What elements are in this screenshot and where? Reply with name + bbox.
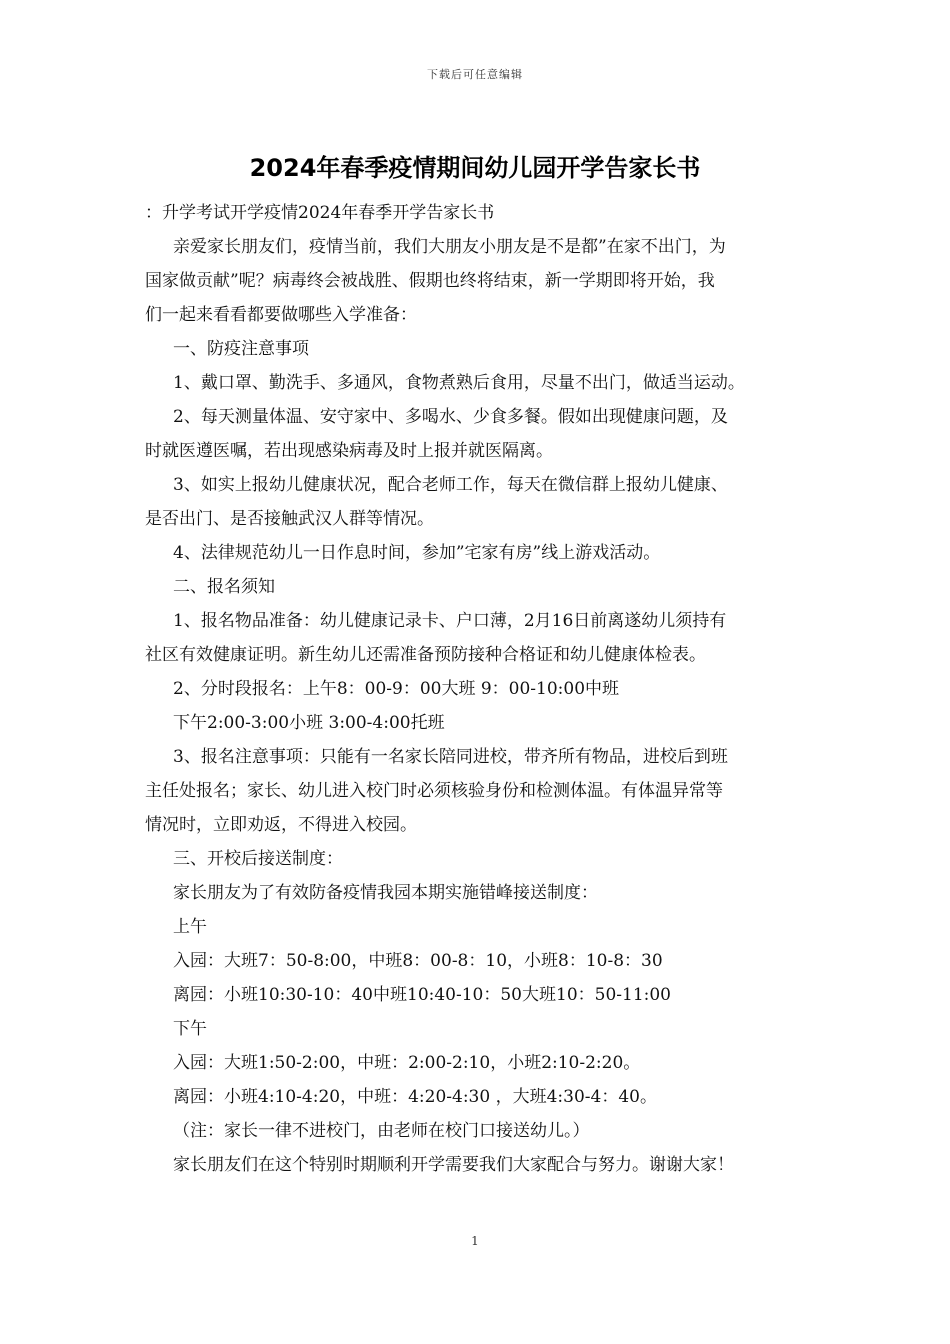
text-line: ：升学考试开学疫情2024年春季开学告家长书 [145, 203, 495, 223]
text-line: 国家做贡献”呢？病毒终会被战胜、假期也终将结束，新一学期即将开始，我 [145, 271, 715, 291]
text-line: 家长朋友为了有效防备疫情我园本期实施错峰接送制度： [173, 883, 598, 903]
text-line: 离园：小班4:10-4:20，中班：4:20-4:30 ，大班4:30-4：40。 [173, 1087, 657, 1107]
text-line: 3、如实上报幼儿健康状况，配合老师工作，每天在微信群上报幼儿健康、 [173, 475, 728, 495]
document-body [145, 196, 810, 1182]
text-line: 2、每天测量体温、安守家中、多喝水、少食多餐。假如出现健康问题，及 [173, 407, 728, 427]
text-line: 时就医遵医嘱，若出现感染病毒及时上报并就医隔离。 [145, 441, 553, 461]
text-line: 主任处报名；家长、幼儿进入校门时必须核验身份和检测体温。有体温异常等 [145, 781, 723, 801]
text-line: （注：家长一律不进校门，由老师在校门口接送幼儿。） [173, 1121, 590, 1141]
text-line: 入园：大班7：50-8:00，中班8：00-8：10，小班8：10-8：30 [173, 951, 663, 971]
text-line: 下午 [173, 1019, 207, 1039]
text-line: 入园：大班1:50-2:00，中班：2:00-2:10，小班2:10-2:20。 [173, 1053, 641, 1073]
text-line: 二、报名须知 [173, 577, 275, 597]
text-line: 3、报名注意事项：只能有一名家长陪同进校，带齐所有物品，进校后到班 [173, 747, 728, 767]
text-line: 2、分时段报名：上午8：00-9：00大班 9：00-10:00中班 [173, 679, 620, 699]
text-line: 1、戴口罩、勤洗手、多通风，食物煮熟后食用，尽量不出门，做适当运动。 [173, 373, 745, 393]
text-line: 是否出门、是否接触武汉人群等情况。 [145, 509, 434, 529]
text-line: 离园：小班10:30-10：40中班10:40-10：50大班10：50-11:00 [173, 985, 671, 1005]
text-line: 三、开校后接送制度： [173, 849, 343, 869]
text-line: 一、防疫注意事项 [173, 339, 309, 359]
document-title: 2024年春季疫情期间幼儿园开学告家长书 [249, 154, 701, 182]
text-line: 1、报名物品准备：幼儿健康记录卡、户口薄，2月16日前离遂幼儿须持有 [173, 611, 727, 631]
text-line: 亲爱家长朋友们，疫情当前，我们大朋友小朋友是不是都”在家不出门，为 [173, 237, 726, 257]
text-line: 家长朋友们在这个特别时期顺利开学需要我们大家配合与努力。谢谢大家！ [173, 1155, 734, 1175]
text-line: 上午 [173, 917, 207, 937]
text-line: 社区有效健康证明。新生幼儿还需准备预防接种合格证和幼儿健康体检表。 [145, 645, 706, 665]
text-line: 4、法律规范幼儿一日作息时间，参加”宅家有房”线上游戏活动。 [173, 543, 661, 563]
header-note: 下载后可任意编辑 [427, 68, 523, 81]
text-line: 情况时，立即劝返，不得进入校园。 [145, 815, 417, 835]
text-line: 下午2:00-3:00小班 3:00-4:00托班 [173, 713, 445, 733]
page-number: 1 [471, 1234, 479, 1248]
text-line: 们一起来看看都要做哪些入学准备： [145, 305, 417, 325]
